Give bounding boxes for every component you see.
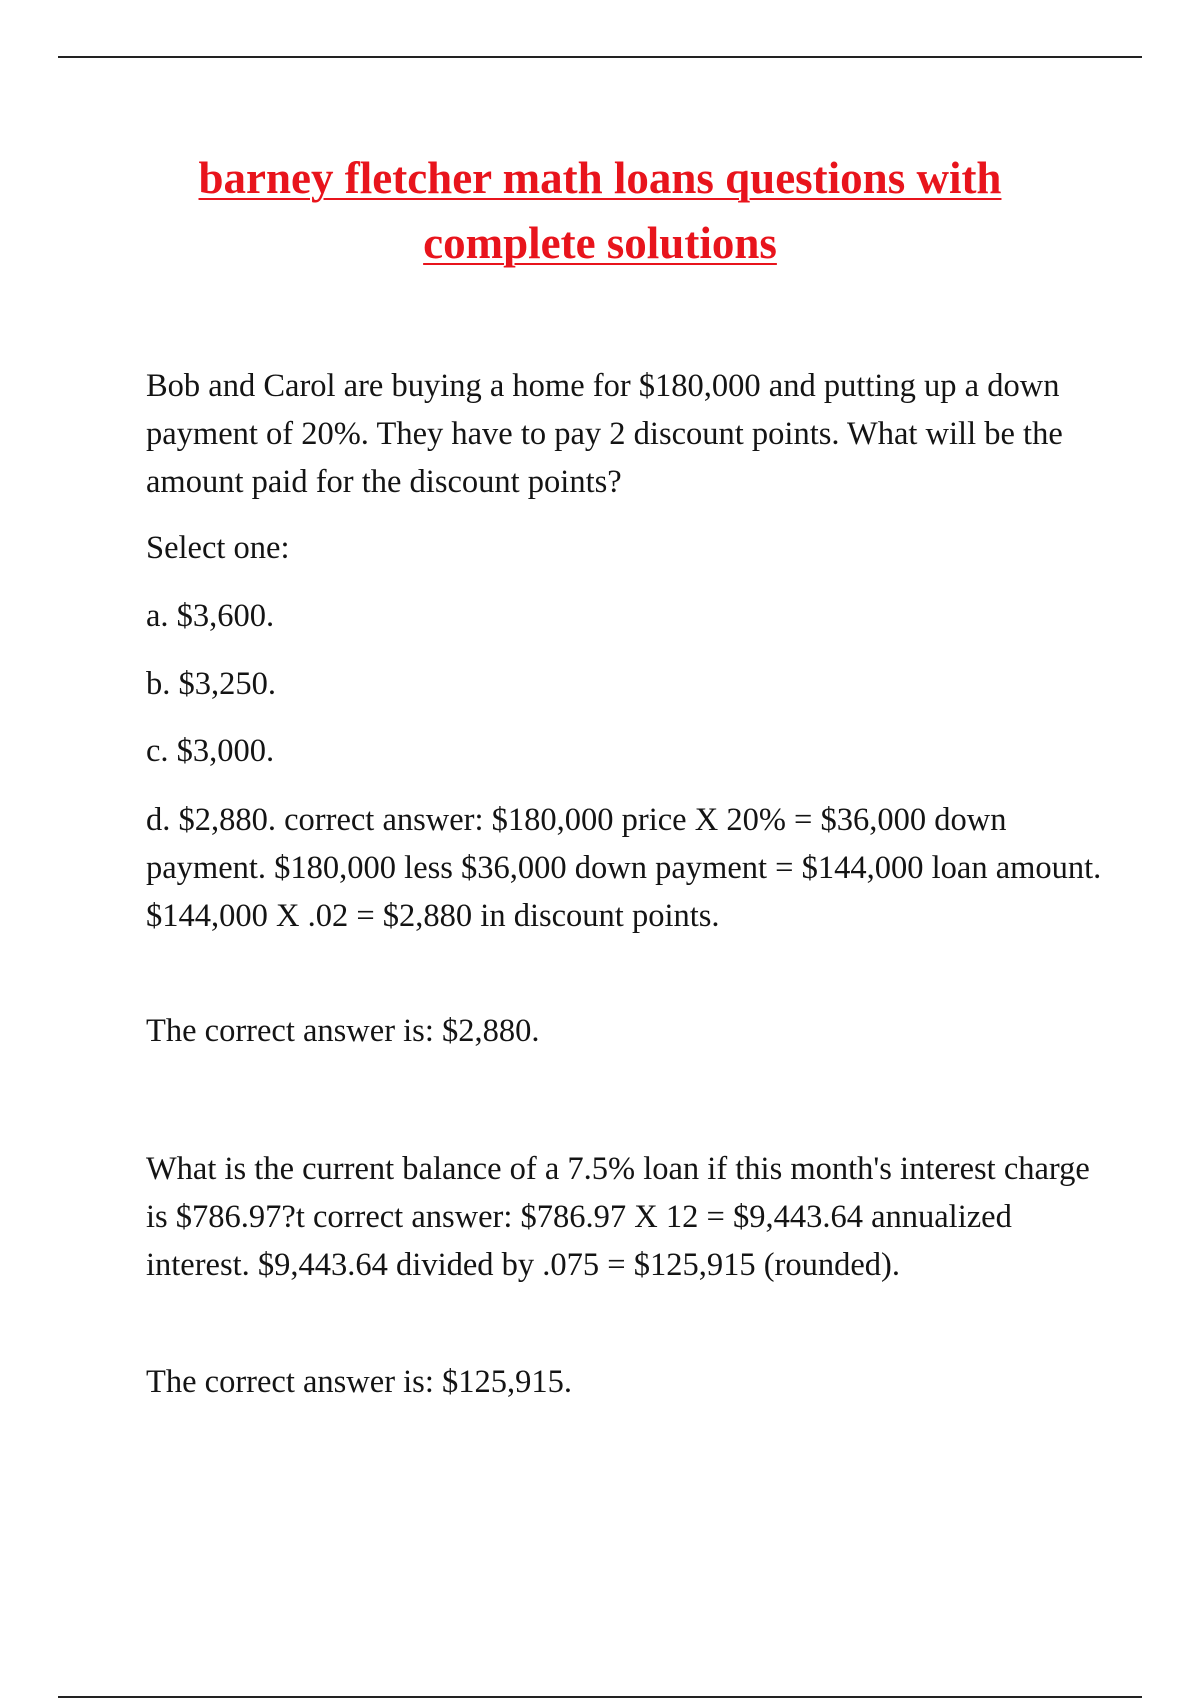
document-title-line-1: barney fletcher math loans questions with [198,153,1002,203]
document-title-line-2: complete solutions [423,218,777,268]
question-1-option-b: b. $3,250. [146,666,276,702]
question-1-option-c: c. $3,000. [146,733,275,769]
question-1-prompt: Select one: [146,530,290,566]
question-2-result: The correct answer is: $125,915. [146,1364,572,1400]
question-1-option-d: d. $2,880. correct answer: $180,000 price X 20% = $36,000 down payment. $180,000 less $36,000 down payment = $144,000 loan amount. $144,000 X .02 = $2,880 in discount points. [146,802,1102,934]
question-2-text: What is the current balance of a 7.5% loan if this month's interest charge is $786.97?t correct answer: $786.97 X 12 = $9,443.64 annualized interest. $9,443.64 divided by .075 = $125,915 (rounded). [146,1151,1090,1283]
question-1-text: Bob and Carol are buying a home for $180,000 and putting up a down payment of 20%. They have to pay 2 discount points. What will be the amount paid for the discount points? [146,368,1063,500]
document-title [100,146,1100,276]
question-1-result: The correct answer is: $2,880. [146,1013,540,1049]
footer-rule [58,1696,1142,1698]
question-1-option-a: a. $3,600. [146,598,275,634]
header-rule [58,56,1142,58]
